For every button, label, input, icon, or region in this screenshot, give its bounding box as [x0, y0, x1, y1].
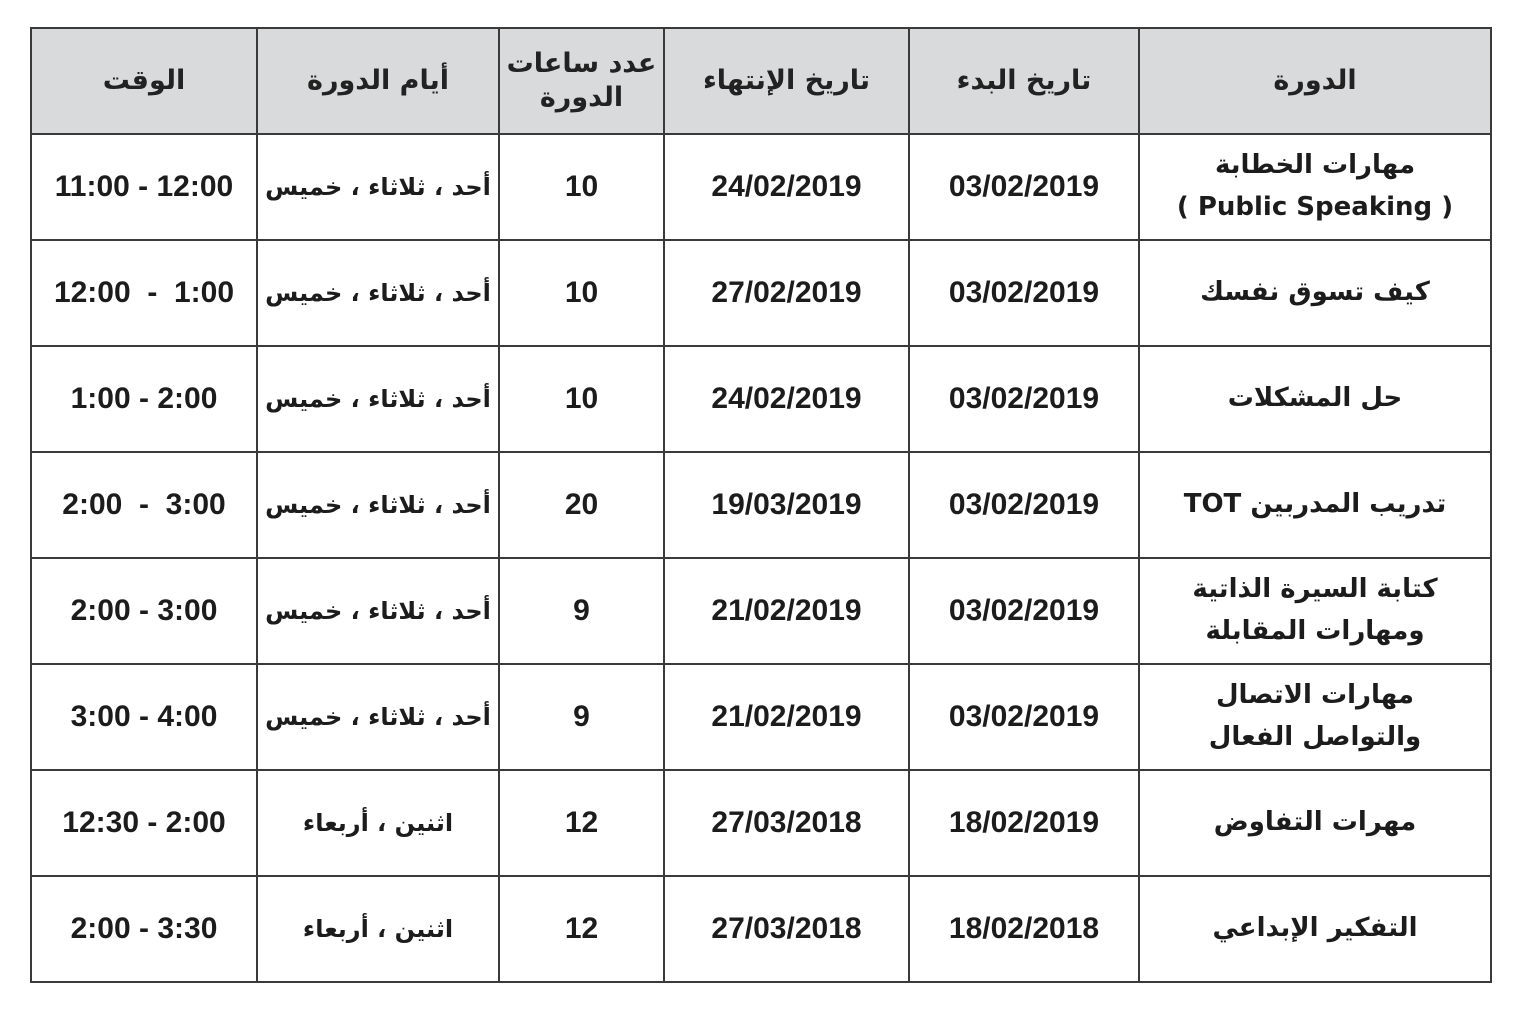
hours-cell: 10	[499, 346, 664, 452]
course-name-line1: مهارات الخطابة	[1214, 150, 1416, 181]
header-start-date: تاريخ البدء	[909, 28, 1139, 134]
time-cell: 12:30 - 2:00	[31, 770, 257, 876]
course-name-line2: ومهارات المقابلة	[1205, 616, 1425, 646]
course-name-cell	[1139, 558, 1491, 664]
header-end-date: تاريخ الإنتهاء	[664, 28, 909, 134]
table-header	[31, 28, 1491, 134]
course-name-line1: كيف تسوق نفسك	[1200, 277, 1430, 308]
header-row	[31, 28, 1491, 134]
table-row	[31, 558, 1491, 664]
header-hours: عدد ساعات الدورة	[499, 28, 664, 134]
end-date-cell: 21/02/2019	[664, 558, 909, 664]
hours-cell: 9	[499, 558, 664, 664]
hours-cell: 12	[499, 876, 664, 982]
hours-cell: 9	[499, 664, 664, 770]
end-date-cell: 24/02/2019	[664, 346, 909, 452]
days-cell: أحد ، ثلاثاء ، خميس	[257, 558, 499, 664]
table-row	[31, 452, 1491, 558]
course-name-line1: التفكير الإبداعي	[1212, 913, 1418, 944]
course-name-line2: ( Public Speaking )	[1176, 192, 1454, 222]
days-cell: أحد ، ثلاثاء ، خميس	[257, 346, 499, 452]
table-row	[31, 346, 1491, 452]
days-cell: أحد ، ثلاثاء ، خميس	[257, 240, 499, 346]
days-cell: اثنين ، أربعاء	[257, 770, 499, 876]
end-date-cell: 27/03/2018	[664, 770, 909, 876]
course-name-cell	[1139, 134, 1491, 240]
start-date-cell: 18/02/2019	[909, 770, 1139, 876]
table-row	[31, 240, 1491, 346]
days-cell: أحد ، ثلاثاء ، خميس	[257, 664, 499, 770]
start-date-cell: 18/02/2018	[909, 876, 1139, 982]
course-name-cell	[1139, 876, 1491, 982]
table-row	[31, 876, 1491, 982]
start-date-cell: 03/02/2019	[909, 664, 1139, 770]
end-date-cell: 21/02/2019	[664, 664, 909, 770]
time-cell: 11:00 - 12:00	[31, 134, 257, 240]
table-row	[31, 770, 1491, 876]
start-date-cell: 03/02/2019	[909, 346, 1139, 452]
hours-cell: 10	[499, 134, 664, 240]
header-days: أيام الدورة	[257, 28, 499, 134]
course-name-cell	[1139, 770, 1491, 876]
course-name-line1: مهرات التفاوض	[1213, 807, 1417, 838]
table-row	[31, 664, 1491, 770]
hours-cell: 10	[499, 240, 664, 346]
start-date-cell: 03/02/2019	[909, 240, 1139, 346]
table-row	[31, 134, 1491, 240]
course-name-cell	[1139, 346, 1491, 452]
start-date-cell: 03/02/2019	[909, 134, 1139, 240]
time-cell: 2:00 - 3:00	[31, 452, 257, 558]
header-time: الوقت	[31, 28, 257, 134]
days-cell: اثنين ، أربعاء	[257, 876, 499, 982]
time-cell: 1:00 - 2:00	[31, 346, 257, 452]
course-name-line1: تدريب المدربين TOT	[1183, 489, 1447, 520]
end-date-cell: 24/02/2019	[664, 134, 909, 240]
course-schedule-table	[30, 27, 1492, 983]
end-date-cell: 19/03/2019	[664, 452, 909, 558]
header-course: الدورة	[1139, 28, 1491, 134]
course-name-cell	[1139, 664, 1491, 770]
course-name-cell	[1139, 240, 1491, 346]
hours-cell: 20	[499, 452, 664, 558]
end-date-cell: 27/03/2018	[664, 876, 909, 982]
hours-cell: 12	[499, 770, 664, 876]
days-cell: أحد ، ثلاثاء ، خميس	[257, 134, 499, 240]
course-name-line1: حل المشكلات	[1227, 383, 1403, 414]
time-cell: 3:00 - 4:00	[31, 664, 257, 770]
days-cell: أحد ، ثلاثاء ، خميس	[257, 452, 499, 558]
table-body	[31, 134, 1491, 982]
end-date-cell: 27/02/2019	[664, 240, 909, 346]
course-name-cell	[1139, 452, 1491, 558]
time-cell: 12:00 - 1:00	[31, 240, 257, 346]
course-name-line2: والتواصل الفعال	[1208, 722, 1422, 752]
course-name-line1: مهارات الاتصال	[1215, 680, 1415, 711]
time-cell: 2:00 - 3:00	[31, 558, 257, 664]
start-date-cell: 03/02/2019	[909, 558, 1139, 664]
start-date-cell: 03/02/2019	[909, 452, 1139, 558]
time-cell: 2:00 - 3:30	[31, 876, 257, 982]
course-name-line1: كتابة السيرة الذاتية	[1192, 574, 1438, 605]
